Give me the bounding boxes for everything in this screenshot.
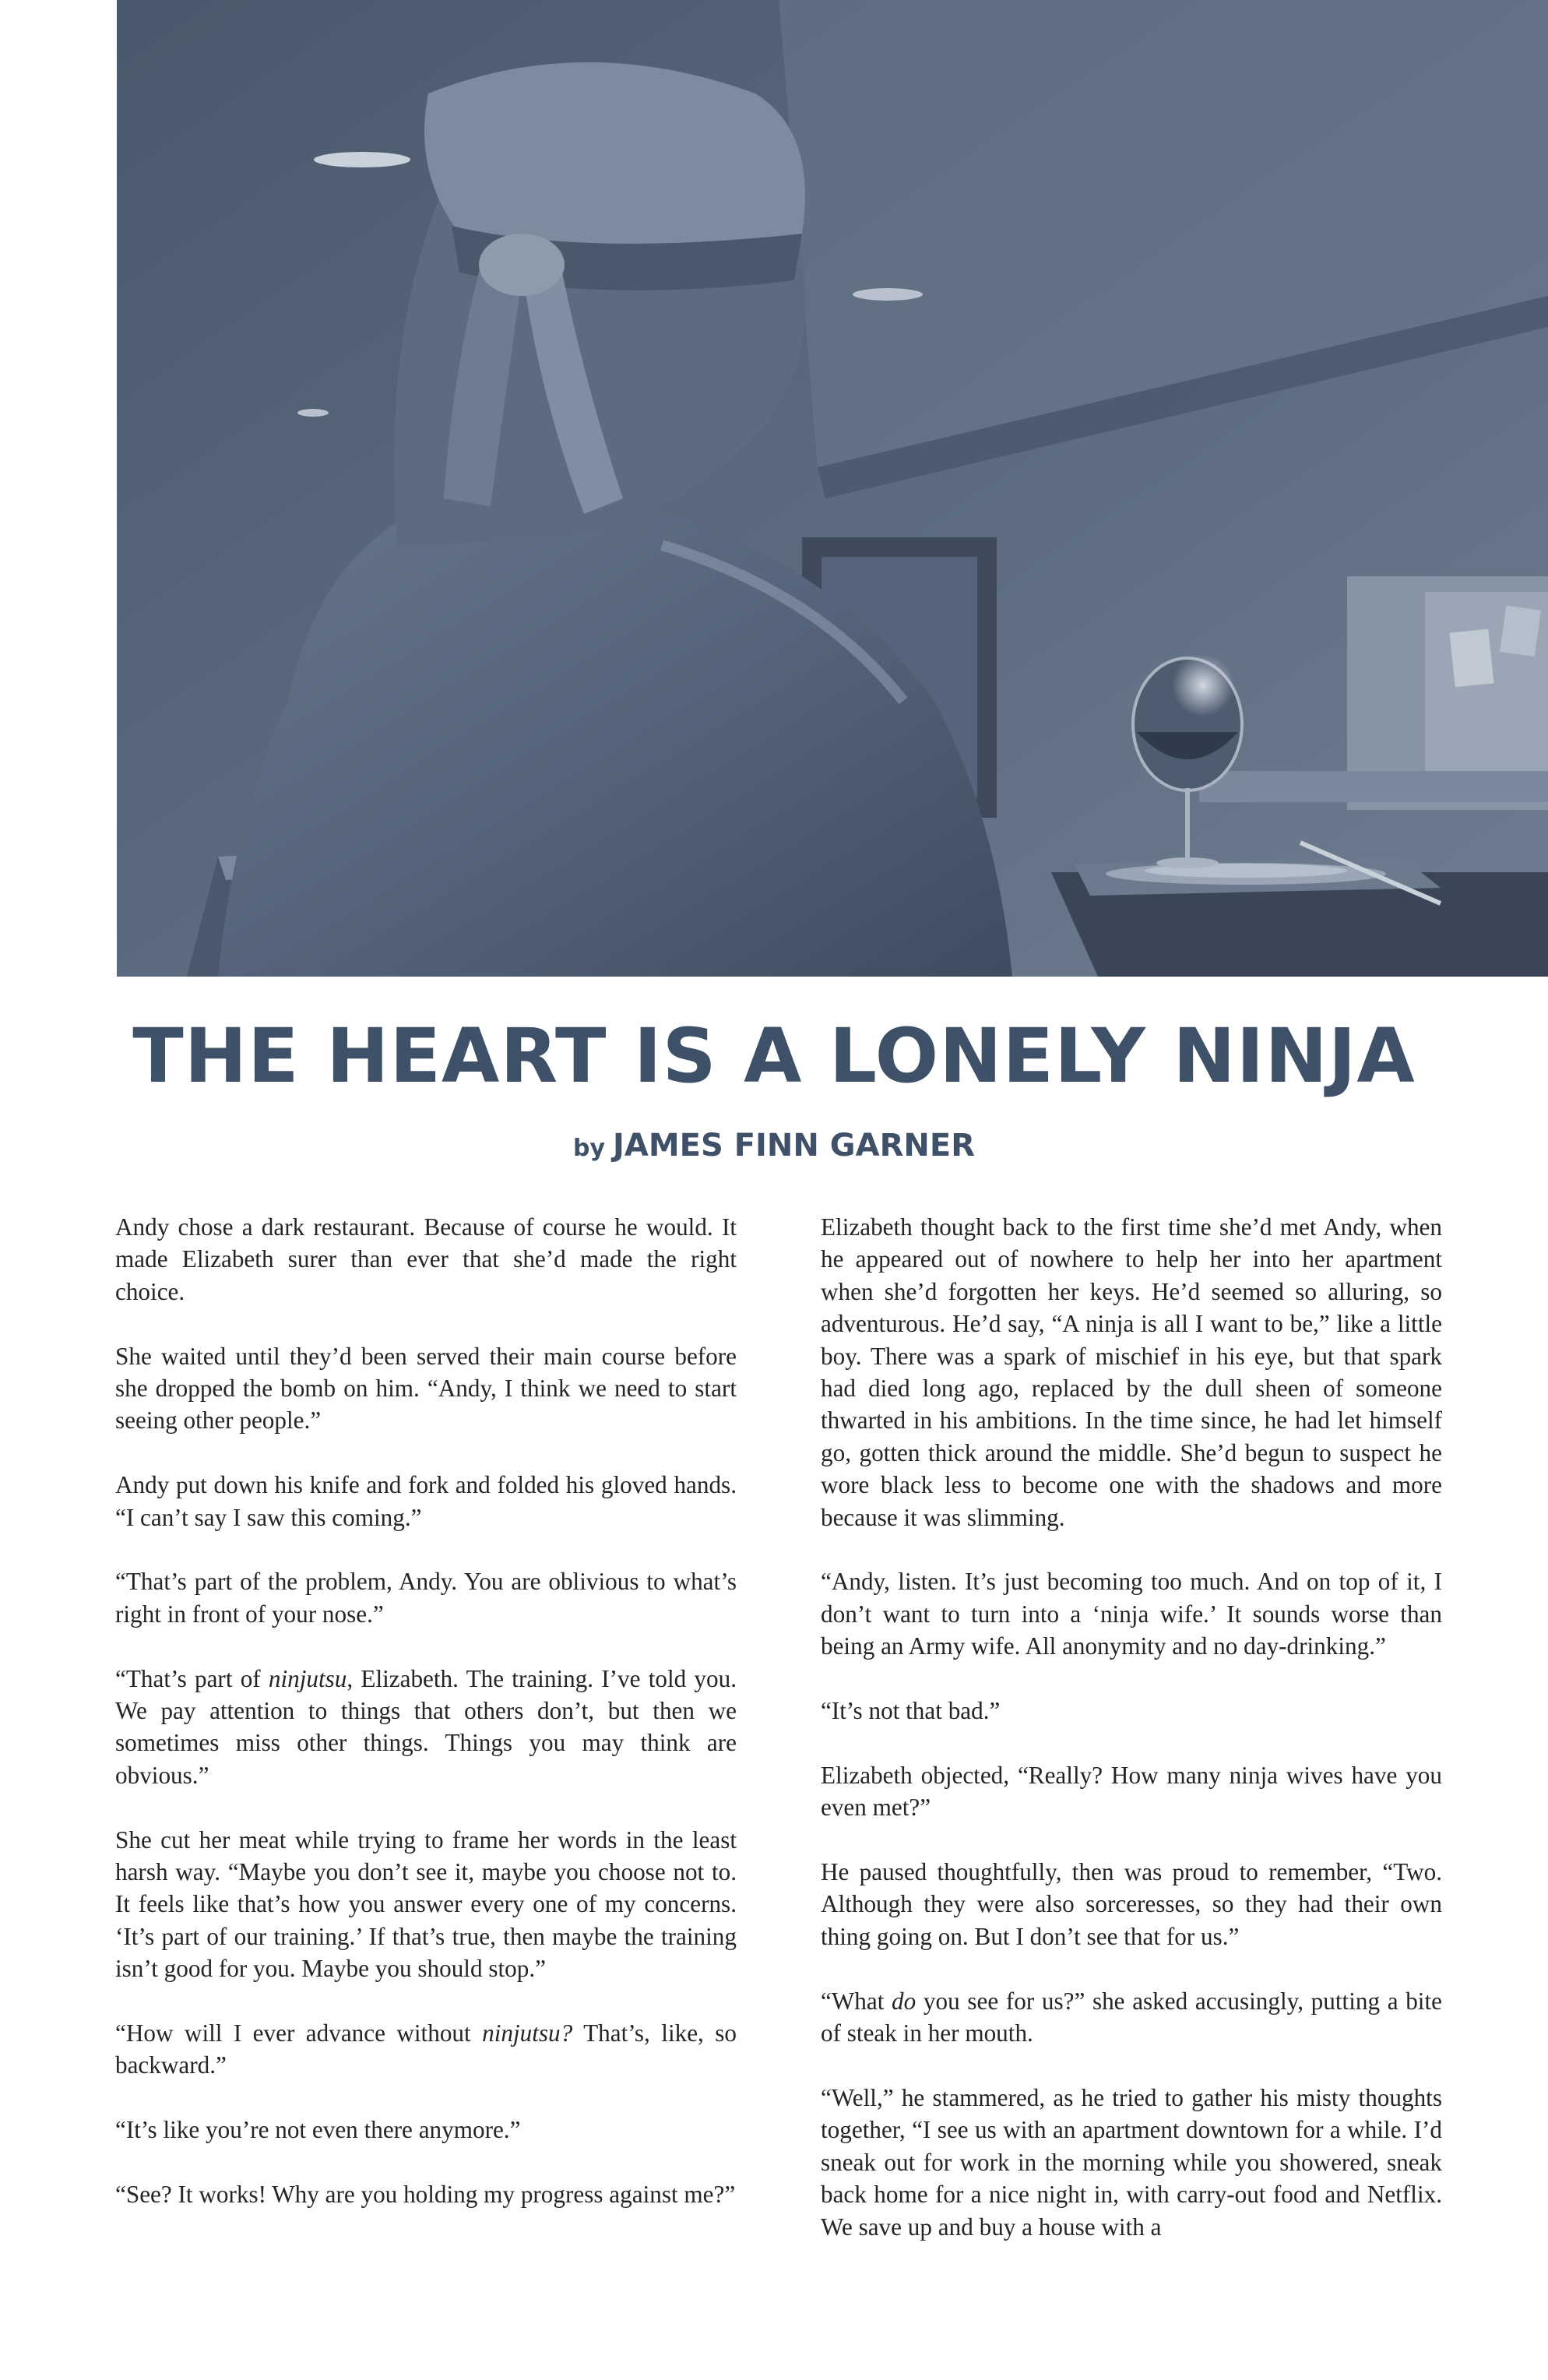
paragraph: “Andy, listen. It’s just becoming too much. And on top of it, I don’t want to turn into a ‘ninja wife.’ It sounds worse than being an Army wife. All anonymity and no day-drinking.” (821, 1568, 1442, 1660)
body-column-left (115, 1211, 737, 2243)
article-title: THE HEART IS A LONELY NINJA (132, 1012, 1416, 1100)
byline (0, 1128, 1548, 1164)
header-illustration (117, 0, 1548, 977)
paragraph: She cut her meat while trying to frame her words in the least harsh way. “Maybe you don’t see it, maybe you choose not to. It feels like that’s how you answer every one of my concerns. ‘It’s part of our training.’ If that’s true, then maybe the training isn’t good for you. Maybe you should stop.” (115, 1825, 737, 1983)
paragraph: “It’s not that bad.” (821, 1697, 1001, 1725)
paragraph: He paused thoughtfully, then was proud to remember, “Two. Although they were also sorceresses, so they had their own thing going on. But I don’t see that for us.” (821, 1858, 1442, 1950)
paragraph: Andy put down his knife and fork and folded his gloved hands. “I can’t say I saw this coming.” (115, 1471, 737, 1531)
ninja-restaurant-illustration (117, 0, 1548, 977)
paragraph: She waited until they’d been served their main course before she dropped the bomb on him. “Andy, I think we need to start seeing other people.” (115, 1342, 737, 1435)
body-column-right (821, 1211, 1442, 2275)
paragraph: Elizabeth thought back to the first time she’d met Andy, when he appeared out of nowhere to help her into her apartment when she’d forgotten her keys. He’d seemed so alluring, so adventurous. He’d say, “A ninja is all I want to be,” like a little boy. There was a spark of mischief in his eye, but that spark had died long ago, replaced by the dull sheen of someone thwarted in his ambitions. In the time since, he had let himself go, gotten thick around the middle. She’d begun to suspect he wore black less to become one with the shadows and more because it was slimming. (821, 1213, 1442, 1531)
paragraph: “That’s part of ninjutsu, Elizabeth. The training. I’ve told you. We pay attention to things that others don’t, but then we sometimes miss other things. Things you may think are obvious.” (115, 1664, 737, 1789)
paragraph: Elizabeth objected, “Really? How many ninja wives have you even met?” (821, 1761, 1442, 1822)
paragraph: “See? It works! Why are you holding my progress against me?” (115, 2181, 736, 2209)
paragraph: “It’s like you’re not even there anymore.” (115, 2116, 521, 2144)
byline-prefix: by (572, 1135, 606, 1162)
paragraph: “Well,” he stammered, as he tried to gather his misty thoughts together, “I see us with an apartment downtown for a while. I’d sneak out for work in the morning while you showered, sneak back home for a nice night in, with carry-out food and Netflix. We save up and buy a house with a (821, 2083, 1442, 2241)
paragraph: “How will I ever advance without ninjutsu? That’s, like, so backward.” (115, 2019, 737, 2079)
paragraph: Andy chose a dark restaurant. Because of course he would. It made Elizabeth surer than ever that she’d made the right choice. (115, 1213, 737, 1305)
author-name: JAMES FINN GARNER (613, 1128, 975, 1164)
paragraph: “That’s part of the problem, Andy. You are oblivious to what’s right in front of your nose.” (115, 1568, 737, 1628)
paragraph: “What do you see for us?” she asked accusingly, putting a bite of steak in her mouth. (821, 1987, 1442, 2047)
